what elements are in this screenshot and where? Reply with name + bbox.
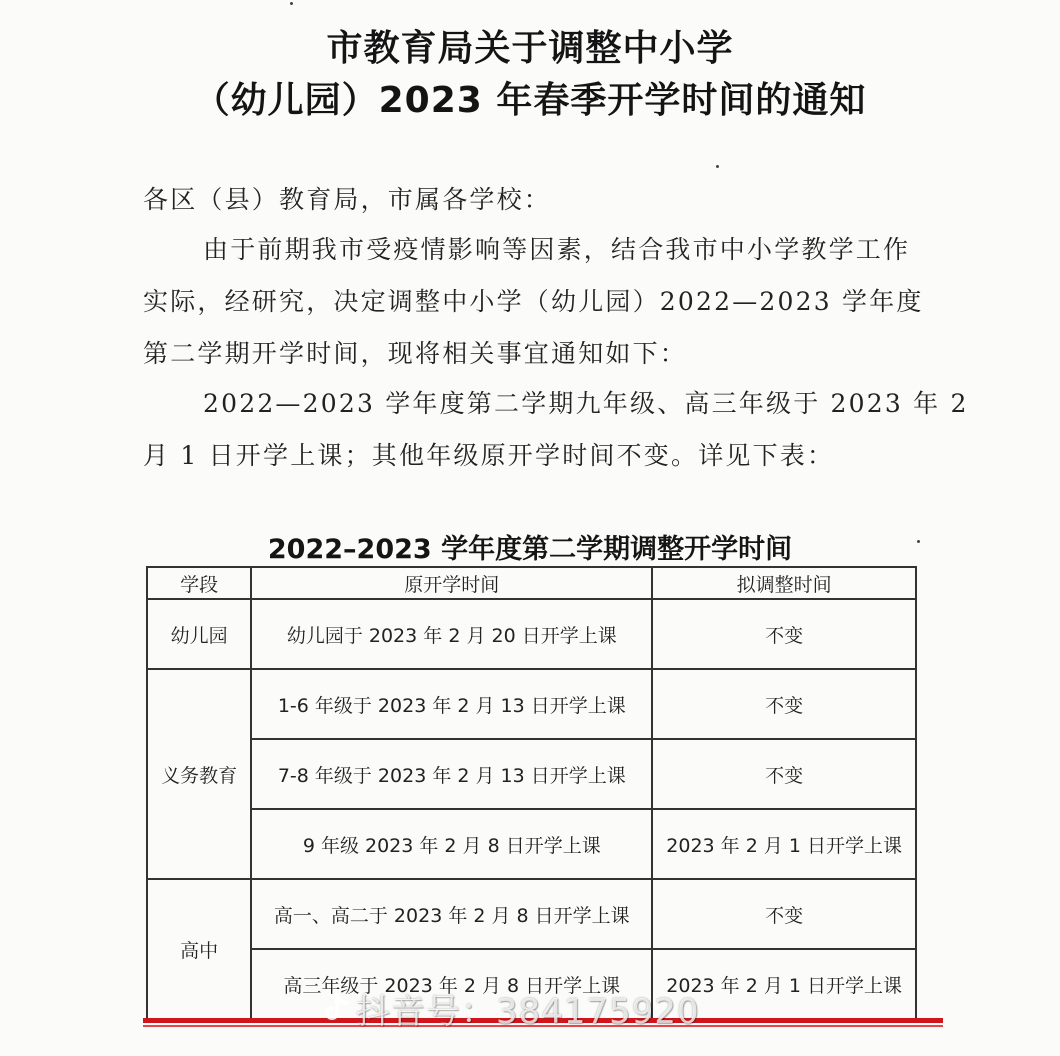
- table-title: 2022–2023 学年度第二学期调整开学时间: [267, 534, 793, 565]
- document-title-line-2: （幼儿园）2023 年春季开学时间的通知: [193, 80, 867, 121]
- original-time-cell: 幼儿园于 2023 年 2 月 20 日开学上课: [251, 599, 652, 669]
- original-time-cell: 7-8 年级于 2023 年 2 月 13 日开学上课: [251, 739, 652, 809]
- original-time-cell: 9 年级 2023 年 2 月 8 日开学上课: [251, 809, 652, 879]
- header-original-time: 原开学时间: [251, 567, 652, 599]
- header-stage: 学段: [147, 567, 251, 599]
- adjusted-time-cell: 2023 年 2 月 1 日开学上课: [652, 949, 916, 1019]
- paragraph-2-line-2: 月 1 日开学上课；其他年级原开学时间不变。详见下表：: [143, 441, 835, 470]
- document-title-line-1: 市教育局关于调整中小学: [326, 28, 734, 69]
- original-time-cell: 高三年级于 2023 年 2 月 8 日开学上课: [251, 949, 652, 1019]
- table-header-row: [147, 567, 916, 599]
- scan-speck: [917, 540, 920, 543]
- original-time-cell: 高一、高二于 2023 年 2 月 8 日开学上课: [251, 879, 652, 949]
- adjusted-time-cell: 不变: [652, 669, 916, 739]
- scan-speck: [290, 2, 293, 5]
- scan-speck: [716, 165, 719, 168]
- paragraph-1-line-3: 第二学期开学时间，现将相关事宜通知如下：: [143, 339, 688, 368]
- table-row: [147, 879, 916, 949]
- table-row: [147, 599, 916, 669]
- table-row: [147, 669, 916, 739]
- header-adjusted-time: 拟调整时间: [652, 567, 916, 599]
- stage-cell-compulsory: 义务教育: [147, 669, 251, 879]
- schedule-table: [146, 566, 917, 1020]
- table-row: [147, 809, 916, 879]
- adjusted-time-cell: 不变: [652, 599, 916, 669]
- stage-cell-high-school: 高中: [147, 879, 251, 1019]
- table-row: [147, 739, 916, 809]
- salutation: 各区（县）教育局，市属各学校：: [143, 185, 552, 214]
- stage-cell-kindergarten: 幼儿园: [147, 599, 251, 669]
- watermark-text: 抖音号：384175920: [356, 992, 700, 1032]
- douyin-icon: [322, 992, 350, 1032]
- adjusted-time-cell: 不变: [652, 739, 916, 809]
- douyin-watermark: [322, 984, 700, 1033]
- paragraph-1-line-1: 由于前期我市受疫情影响等因素，结合我市中小学教学工作: [203, 235, 911, 264]
- paragraph-1-line-2: 实际，经研究，决定调整中小学（幼儿园）2022—2023 学年度: [143, 287, 924, 316]
- paragraph-2-line-1: 2022—2023 学年度第二学期九年级、高三年级于 2023 年 2: [203, 389, 969, 418]
- original-time-cell: 1-6 年级于 2023 年 2 月 13 日开学上课: [251, 669, 652, 739]
- adjusted-time-cell: 不变: [652, 879, 916, 949]
- adjusted-time-cell: 2023 年 2 月 1 日开学上课: [652, 809, 916, 879]
